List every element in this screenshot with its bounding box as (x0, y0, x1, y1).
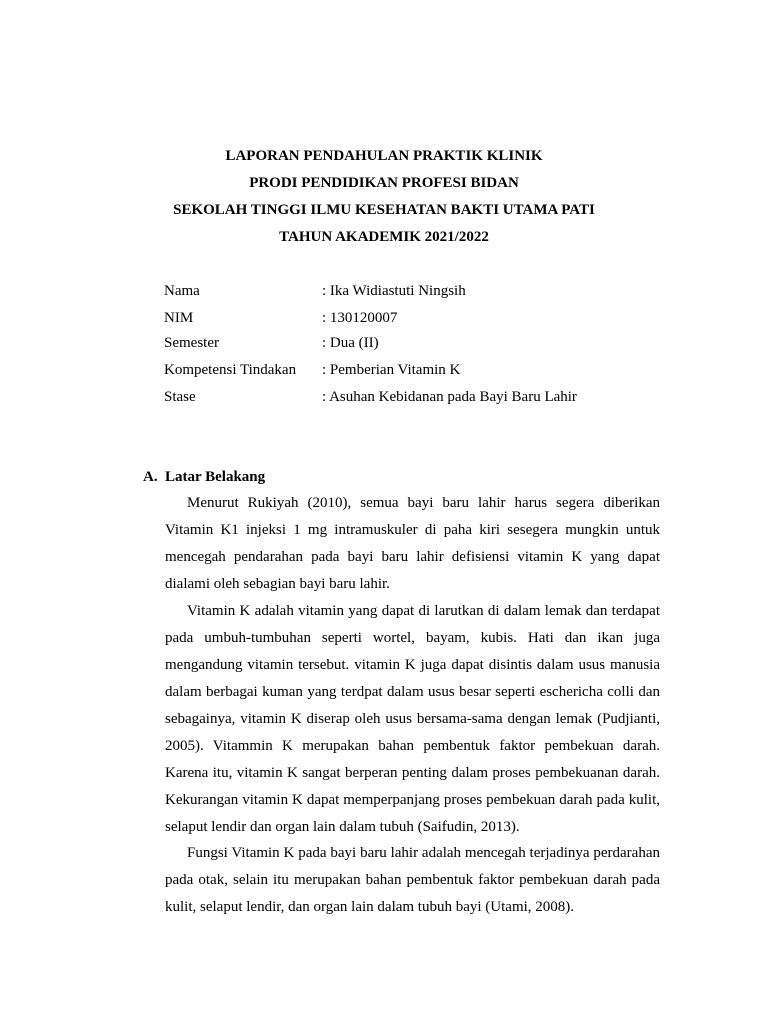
identity-label: NIM (164, 310, 194, 326)
report-title: LAPORAN PENDAHULAN PRAKTIK KLINIK (225, 148, 543, 164)
identity-value: : Ika Widiastuti Ningsih (322, 283, 466, 299)
paragraph-3: Fungsi Vitamin K pada bayi baru lahir adalah mencegah terjadinya perdarahan pada otak, selain itu merupakan bahan pembentuk faktor pembekuan darah pada kulit, selaput lendir, dan organ lain dalam tubuh bayi (Utami, 2008). (165, 845, 660, 915)
identity-value: : 130120007 (322, 310, 398, 326)
identity-value: : Pemberian Vitamin K (322, 362, 461, 378)
identity-label: Stase (164, 389, 196, 405)
identity-label: Nama (164, 283, 200, 299)
identity-value: : Asuhan Kebidanan pada Bayi Baru Lahir (322, 389, 577, 405)
academic-year-title: TAHUN AKADEMIK 2021/2022 (279, 229, 489, 245)
paragraph-1: Menurut Rukiyah (2010), semua bayi baru lahir harus segera diberikan Vitamin K1 injeksi 1 mg intramuskuler di paha kiri sesegera mungkin untuk mencegah pendarahan pada bayi baru lahir defisiensi vitamin K yang dapat dialami oleh sebagian bayi baru lahir. (165, 495, 660, 592)
identity-label: Semester (164, 335, 219, 351)
section-heading (143, 467, 265, 487)
paragraph-2: Vitamin K adalah vitamin yang dapat di larutkan di dalam lemak dan terdapat pada umbuh-tumbuhan seperti wortel, bayam, kubis. Hati dan ikan juga mengandung vitamin tersebut. vitamin K juga dapat disintis dalam usus manusia dalam berbagai kuman yang terdpat dalam usus besar seperti eschericha colli dan sebagainya, vitamin K diserap oleh usus bersama-sama dengan lemak (Pudjianti, 2005). Vitammin K merupakan bahan pembentuk faktor pembekuan darah. Karena itu, vitamin K sangat berperan penting dalam proses pembekuanan darah. Kekurangan vitamin K dapat memperpanjang proses pembekuan darah pada kulit, selaput lendir dan organ lain dalam tubuh (Saifudin, 2013). (165, 603, 660, 835)
program-title: PRODI PENDIDIKAN PROFESI BIDAN (249, 175, 519, 191)
institution-title: SEKOLAH TINGGI ILMU KESEHATAN BAKTI UTAMA PATI (173, 202, 595, 218)
identity-value: : Dua (II) (322, 335, 379, 351)
section-letter: A. (143, 469, 158, 485)
identity-label: Kompetensi Tindakan (164, 362, 297, 378)
section-title-text: Latar Belakang (165, 469, 266, 485)
